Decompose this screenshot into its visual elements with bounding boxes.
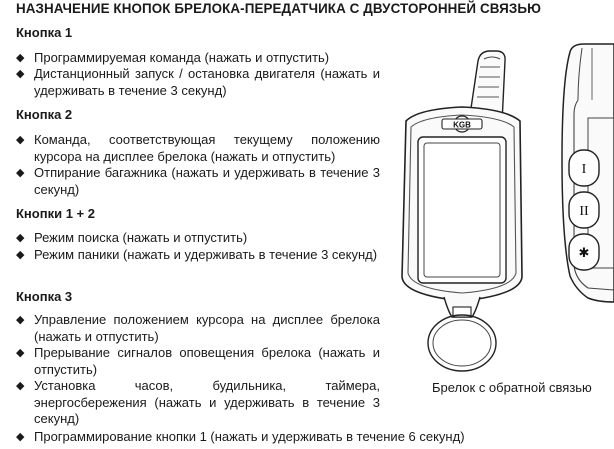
button-2-icon (569, 192, 599, 228)
section-heading-button-3: Кнопка 3 (16, 289, 73, 304)
list-item: ◆ Отпирание багажника (нажать и удерживать в течение 3 секунд) (16, 165, 380, 197)
list-item: ◆ Программируемая команда (нажать и отпустить) (16, 50, 330, 65)
list-item: ◆ Прерывание сигналов оповещения брелока (нажать и отпустить) (16, 345, 380, 377)
bullet-icon: ◆ (16, 134, 25, 146)
bullet-icon: ◆ (16, 167, 25, 179)
key-ring (428, 315, 496, 371)
svg-text:I: I (581, 162, 587, 177)
bullet-icon: ◆ (16, 232, 25, 244)
display-screen (418, 137, 506, 283)
list-item: ◆ Дистанционный запуск / остановка двигателя (нажать и удерживать в течение 3 секунд) (16, 66, 380, 98)
section-heading-button-1: Кнопка 1 (16, 25, 73, 40)
bullet-icon: ◆ (16, 52, 25, 64)
list-item: ◆ Режим паники (нажать и удерживать в течение 3 секунд) (16, 247, 378, 262)
button-1-icon (569, 150, 599, 186)
bullet-icon: ◆ (16, 314, 25, 326)
bullet-icon: ◆ (16, 347, 25, 359)
key-fob-front-illustration (392, 45, 532, 380)
list-item: ◆ Режим поиска (нажать и отпустить) (16, 230, 248, 245)
list-item: ◆ Управление положением курсора на дисплее брелока (нажать и отпустить) (16, 312, 380, 344)
svg-text:✱: ✱ (578, 246, 590, 261)
key-fob-side-illustration (548, 40, 614, 305)
svg-text:II: II (579, 204, 589, 219)
bullet-icon: ◆ (16, 249, 25, 261)
section-heading-button-2: Кнопка 2 (16, 107, 73, 122)
list-item: ◆ Установка часов, будильника, таймера, энергосбережения (нажать и удерживать в течение 3 секунд) (16, 378, 380, 426)
bullet-icon: ◆ (16, 431, 25, 443)
list-item: ◆ Программирование кнопки 1 (нажать и удерживать в течение 6 секунд) (16, 429, 465, 444)
button-3-icon (569, 234, 599, 270)
bullet-icon: ◆ (16, 380, 25, 392)
bullet-icon: ◆ (16, 68, 25, 80)
list-item: ◆ Команда, соответствующая текущему положению курсора на дисплее брелока (нажать и отпустить) (16, 132, 380, 164)
page-title: НАЗНАЧЕНИЕ КНОПОК БРЕЛОКА-ПЕРЕДАТЧИКА С ДВУСТОРОННЕЙ СВЯЗЬЮ (16, 1, 542, 16)
figure-caption: Брелок с обратной связью (432, 380, 592, 395)
svg-text:KGB: KGB (453, 120, 471, 130)
section-heading-buttons-1-2: Кнопки 1 + 2 (16, 206, 95, 221)
